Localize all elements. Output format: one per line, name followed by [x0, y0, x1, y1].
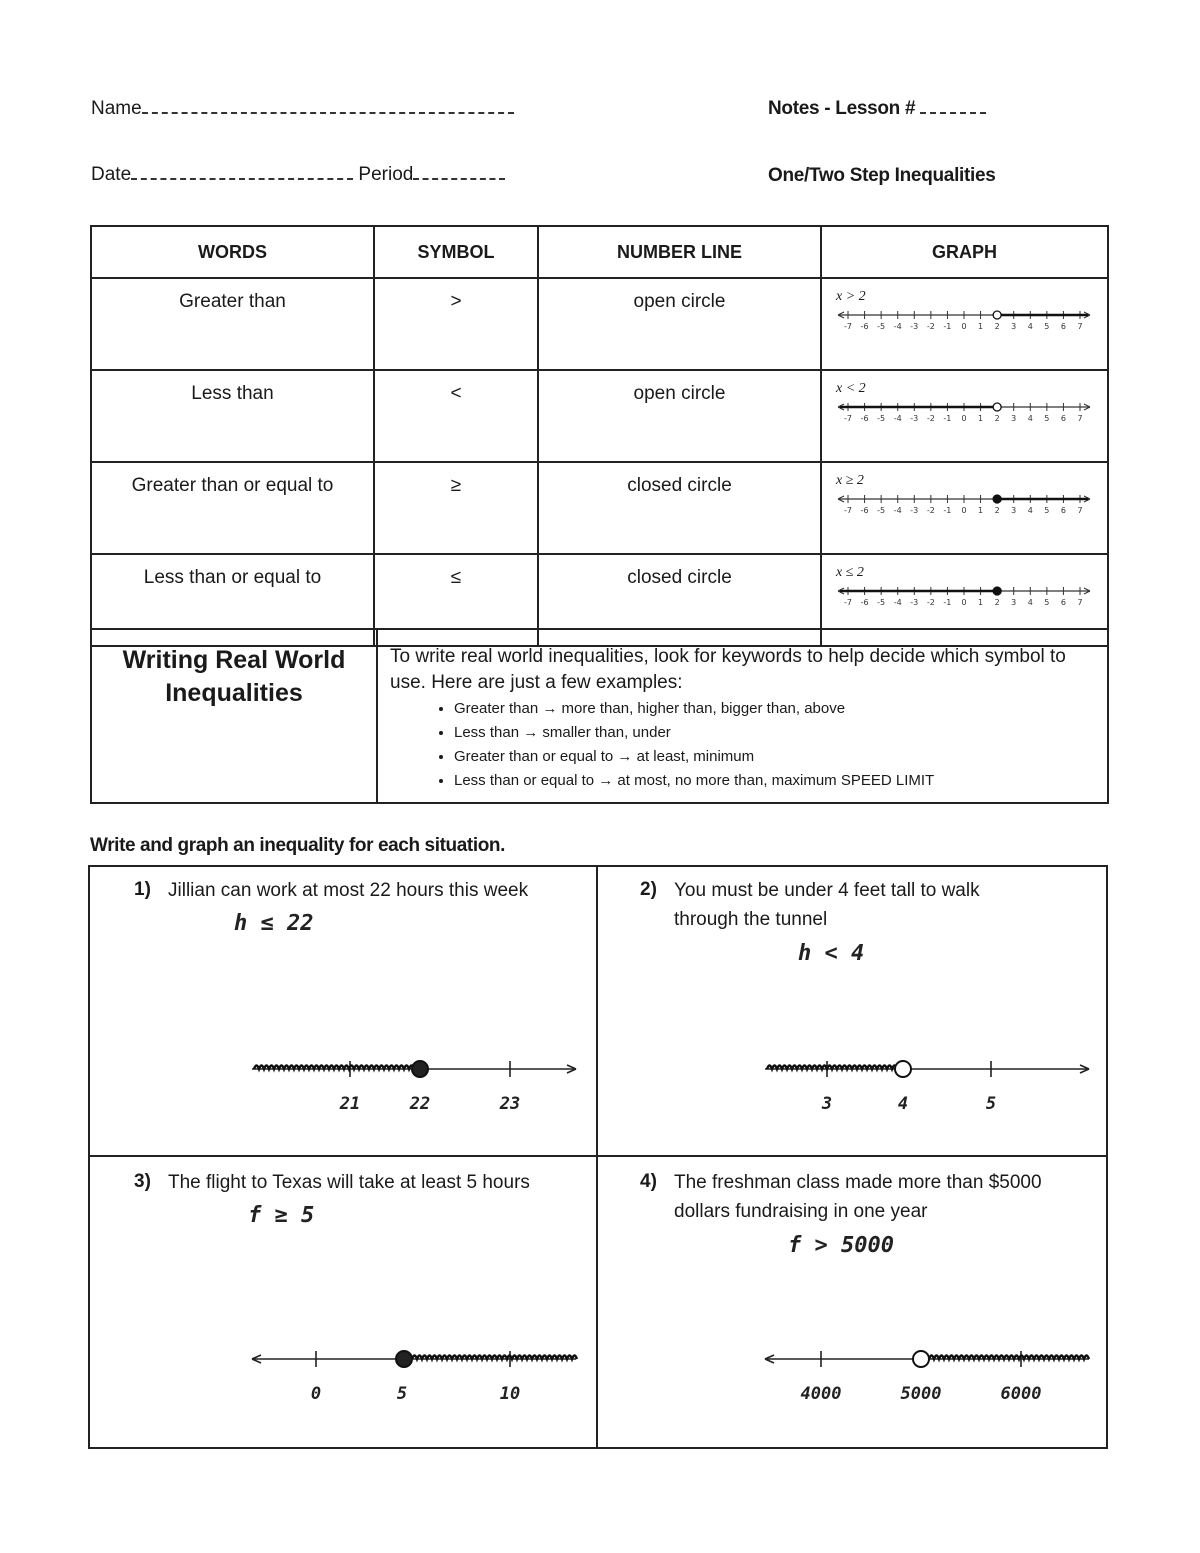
tick-label: -7 — [844, 506, 852, 515]
problem-number: 3) — [134, 1171, 151, 1192]
tick-label: 23 — [499, 1094, 521, 1114]
problem-1 — [90, 867, 598, 1157]
shaded-scribble — [254, 1066, 414, 1070]
tick-label: 5000 — [900, 1384, 942, 1404]
problem-text-line1: You must be under 4 feet tall to walk — [674, 880, 980, 901]
tick-label: 0 — [961, 322, 967, 331]
handwritten-answer[interactable]: f ≥ 5 — [248, 1203, 315, 1228]
instructions: Write and graph an inequality for each situation. — [90, 835, 505, 856]
tick-label: 7 — [1077, 414, 1083, 423]
closed-circle — [412, 1061, 428, 1077]
problem-text-line1: The freshman class made more than $5000 — [674, 1172, 1042, 1193]
problem-3 — [90, 1157, 598, 1447]
closed-circle — [993, 495, 1001, 503]
table-row — [91, 278, 1108, 370]
tick-label: -3 — [910, 414, 919, 423]
mini-number-line-gt — [836, 307, 1092, 331]
real-world-title-line2: Inequalities — [165, 678, 303, 707]
problem-grid — [88, 865, 1108, 1449]
handwritten-answer[interactable]: h ≤ 22 — [234, 911, 314, 936]
problem-2 — [598, 867, 1106, 1157]
tick-label: -5 — [877, 322, 886, 331]
answer-number-line[interactable] — [250, 1047, 580, 1117]
mini-number-line-le — [836, 583, 1092, 607]
answer-number-line[interactable] — [250, 1337, 580, 1407]
tick-label: 6 — [1060, 414, 1066, 423]
tick-label: -5 — [877, 506, 886, 515]
tick-label: 6 — [1060, 322, 1066, 331]
row-symbol: ≥ — [374, 462, 538, 554]
row-number-line: closed circle — [538, 554, 821, 646]
tick-label: 5 — [1044, 506, 1050, 515]
table-row — [91, 462, 1108, 554]
lesson-number-field — [768, 98, 986, 120]
name-label: Name — [91, 98, 142, 119]
row-words: Less than — [91, 370, 374, 462]
date-field[interactable] — [91, 164, 505, 186]
tick-label: -5 — [877, 598, 886, 607]
row-graph — [821, 370, 1108, 462]
graph-label: x ≤ 2 — [836, 565, 864, 580]
shaded-scribble — [929, 1356, 1089, 1360]
answer-number-line[interactable] — [763, 1047, 1093, 1117]
problem-text: The flight to Texas will take at least 5 hours — [168, 1172, 530, 1193]
shaded-scribble — [767, 1066, 897, 1070]
tick-label: 21 — [339, 1094, 361, 1114]
problem-4 — [598, 1157, 1106, 1447]
col-number-line: NUMBER LINE — [538, 226, 821, 278]
graph-label: x < 2 — [836, 381, 866, 396]
handwritten-answer[interactable]: f > 5000 — [788, 1233, 894, 1258]
tick-label: 1 — [978, 322, 984, 331]
tick-label: 5 — [1044, 414, 1050, 423]
open-circle — [895, 1061, 911, 1077]
tick-label: 5 — [1044, 322, 1050, 331]
tick-label: 3 — [1011, 506, 1017, 515]
period-blank[interactable] — [413, 164, 505, 180]
handwritten-answer[interactable]: h < 4 — [798, 941, 865, 966]
tick-label: 1 — [978, 506, 984, 515]
tick-label: 0 — [310, 1384, 322, 1404]
real-world-intro: To write real world inequalities, look for keywords to help decide which symbol to use. Here are just a few examples: — [390, 646, 1066, 693]
table-row — [91, 370, 1108, 462]
tick-label: -2 — [926, 414, 935, 423]
col-words: WORDS — [91, 226, 374, 278]
tick-label: -7 — [844, 598, 852, 607]
tick-label: 6 — [1060, 506, 1066, 515]
real-world-title — [92, 630, 378, 802]
tick-label: 2 — [994, 598, 1000, 607]
tick-label: 4 — [1027, 322, 1033, 331]
tick-label: 7 — [1077, 322, 1083, 331]
tick-label: 10 — [499, 1384, 521, 1404]
col-symbol: SYMBOL — [374, 226, 538, 278]
tick-label: 4000 — [800, 1384, 842, 1404]
list-item: • Less than or equal to → at most, no more than, maximum SPEED LIMIT — [454, 769, 1090, 793]
tick-label: -1 — [943, 506, 952, 515]
date-label: Date — [91, 164, 132, 185]
tick-label: 22 — [409, 1094, 431, 1114]
row-symbol: ≤ — [374, 554, 538, 646]
tick-label: -6 — [860, 322, 869, 331]
tick-label: -3 — [910, 322, 919, 331]
list-item: • Less than → smaller than, under — [454, 721, 1090, 745]
list-item: • Greater than or equal to → at least, minimum — [454, 745, 1090, 769]
tick-label: 6 — [1060, 598, 1066, 607]
tick-label: 6000 — [1000, 1384, 1042, 1404]
tick-label: -7 — [844, 414, 852, 423]
keyword-list — [390, 697, 1090, 793]
tick-label: -2 — [926, 322, 935, 331]
date-blank[interactable] — [131, 164, 353, 180]
lesson-title: One/Two Step Inequalities — [768, 165, 996, 186]
tick-label: -1 — [943, 598, 952, 607]
name-blank[interactable] — [142, 98, 514, 114]
closed-circle — [993, 587, 1001, 595]
open-circle — [993, 403, 1001, 411]
tick-label: 2 — [994, 414, 1000, 423]
lesson-number-blank[interactable] — [920, 98, 986, 114]
tick-label: 3 — [1011, 322, 1017, 331]
graph-label: x > 2 — [836, 289, 866, 304]
tick-label: -4 — [893, 322, 902, 331]
col-graph: GRAPH — [821, 226, 1108, 278]
tick-label: -3 — [910, 506, 919, 515]
tick-label: 7 — [1077, 598, 1083, 607]
list-item: • Greater than → more than, higher than, bigger than, above — [454, 697, 1090, 721]
problem-text: Jillian can work at most 22 hours this week — [168, 880, 529, 901]
tick-label: 1 — [978, 598, 984, 607]
tick-label: -1 — [943, 414, 952, 423]
problem-number: 2) — [640, 879, 657, 900]
closed-circle — [396, 1351, 412, 1367]
tick-label: -6 — [860, 414, 869, 423]
row-graph — [821, 462, 1108, 554]
tick-label: -7 — [844, 322, 852, 331]
tick-label: 5 — [985, 1094, 997, 1114]
tick-label: -3 — [910, 598, 919, 607]
tick-label: -4 — [893, 506, 902, 515]
row-number-line: open circle — [538, 370, 821, 462]
problem-number: 4) — [640, 1171, 657, 1192]
tick-label: -5 — [877, 414, 886, 423]
tick-label: -2 — [926, 598, 935, 607]
tick-label: 0 — [961, 506, 967, 515]
inequality-reference-table — [90, 225, 1109, 647]
tick-label: -6 — [860, 598, 869, 607]
tick-label: 0 — [961, 598, 967, 607]
tick-label: 4 — [1027, 506, 1033, 515]
row-symbol: > — [374, 278, 538, 370]
tick-label: 5 — [1044, 598, 1050, 607]
notes-label: Notes - Lesson # — [768, 98, 916, 119]
row-number-line: closed circle — [538, 462, 821, 554]
tick-label: 5 — [396, 1384, 408, 1404]
tick-label: 3 — [821, 1094, 833, 1114]
mini-number-line-lt — [836, 399, 1092, 423]
tick-label: 2 — [994, 322, 1000, 331]
tick-label: 1 — [978, 414, 984, 423]
open-circle — [993, 311, 1001, 319]
row-words: Greater than — [91, 278, 374, 370]
tick-label: 3 — [1011, 414, 1017, 423]
row-number-line: open circle — [538, 278, 821, 370]
problem-number: 1) — [134, 879, 151, 900]
tick-label: 4 — [1027, 598, 1033, 607]
real-world-body — [390, 644, 1090, 793]
period-label: Period — [358, 164, 414, 185]
row-symbol: < — [374, 370, 538, 462]
name-field[interactable] — [91, 98, 514, 120]
tick-label: -2 — [926, 506, 935, 515]
graph-label: x ≥ 2 — [836, 473, 864, 488]
row-words: Greater than or equal to — [91, 462, 374, 554]
mini-number-line-ge — [836, 491, 1092, 515]
problem-text-line2: through the tunnel — [674, 909, 828, 930]
row-words: Less than or equal to — [91, 554, 374, 646]
tick-label: -1 — [943, 322, 952, 331]
table-header-row — [91, 226, 1108, 278]
open-circle — [913, 1351, 929, 1367]
tick-label: 3 — [1011, 598, 1017, 607]
real-world-box — [90, 628, 1109, 804]
tick-label: 7 — [1077, 506, 1083, 515]
tick-label: 4 — [897, 1094, 909, 1114]
problem-text-line2: dollars fundraising in one year — [674, 1201, 928, 1222]
tick-label: 0 — [961, 414, 967, 423]
tick-label: -4 — [893, 414, 902, 423]
tick-label: -4 — [893, 598, 902, 607]
answer-number-line[interactable] — [763, 1337, 1093, 1407]
tick-label: 2 — [994, 506, 1000, 515]
row-graph — [821, 278, 1108, 370]
real-world-title-line1: Writing Real World — [122, 646, 346, 674]
tick-label: 4 — [1027, 414, 1033, 423]
tick-label: -6 — [860, 506, 869, 515]
